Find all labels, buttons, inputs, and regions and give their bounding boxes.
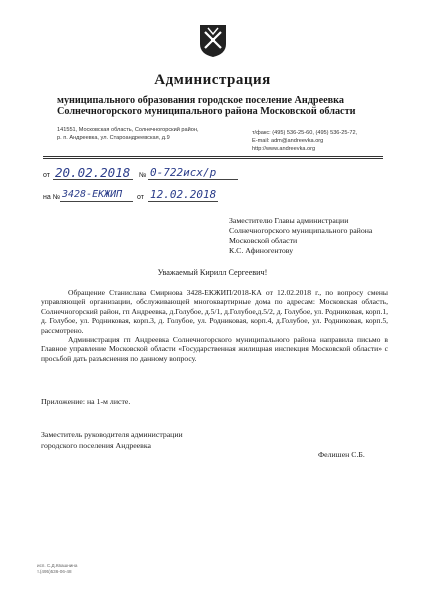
outgoing-number: 0-722исх/р [150, 166, 217, 179]
phone-fax: т/факс: (495) 536-25-60, (495) 536-25-72, [252, 130, 358, 136]
coat-of-arms-icon [199, 24, 227, 58]
attachment-note: Приложение: на 1-м листе. [41, 397, 131, 406]
body-paragraph-2: Администрация гп Андреевка Солнечногорского муниципального района направила письмо в Главное управление Московской области «Государственная жилищная инспекция Московской области» с просьбой дать разъяснения по данному вопросу. [41, 335, 388, 363]
outgoing-date: 20.02.2018 [55, 165, 131, 180]
organization-title: Администрация [154, 72, 271, 88]
reference-number-underline [60, 201, 133, 202]
addressee-line2: Солнечногорского муниципального района [229, 226, 373, 235]
outgoing-date-label: от [43, 172, 50, 179]
letterhead-divider [43, 156, 383, 157]
addressee-line3: Московской области [229, 236, 298, 245]
reference-date: 12.02.2018 [150, 188, 217, 201]
reference-number-label: на № [43, 194, 61, 201]
addressee-name: К.С. Афиногентову [229, 246, 294, 255]
executor-phone: т.(495)536-06-48 [37, 569, 72, 574]
reference-number: 3428-ЕКЖИП [62, 189, 123, 200]
organization-subtitle-line1: муниципального образования городское поселение Андреевка [57, 95, 344, 106]
signatory-position-line2: городского поселения Андреевка [41, 441, 151, 450]
body-paragraph-1: Обращение Станислава Смирнова 3428-ЕКЖИП/2018-КА от 12.02.2018 г., по вопросу смены управляющей организации, обслуживающей многоквартирные дома по адресам: Московская область, Солнечногорский район, гп Андреевка, д.Голубое, д.5/1, д.Голубое,д.5/2, д. Голубое, ул. Родниковая, корп.1, д. Голубое, ул. Родниковая, корп.3, д. Голубое, ул. Родниковая, корп.4, д.Голубое, ул. Родниковая, корп.5, рассмотрено. [41, 288, 388, 335]
outgoing-number-underline [148, 179, 238, 180]
website-link: http://www.andreevka.org [252, 146, 316, 152]
letterhead-divider-thin [43, 158, 383, 159]
signatory-name: Фелишен С.Б. [318, 450, 365, 459]
outgoing-date-underline [53, 179, 133, 180]
signatory-position-line1: Заместитель руководителя администрации [41, 430, 183, 439]
email-address: E-mail: adm@andreevka.org [252, 138, 324, 144]
reference-date-label: от [137, 194, 144, 201]
salutation: Уважаемый Кирилл Сергеевич! [157, 268, 268, 277]
addressee-line1: Заместителю Главы администрации [229, 216, 349, 225]
letter-body [41, 288, 388, 363]
executor-name: исп. С.Д.Квашнина [37, 563, 78, 568]
address-line2: р. п. Андреевка, ул. Староандреевская, д.9 [57, 135, 170, 141]
reference-date-underline [148, 201, 218, 202]
address-line1: 141551, Московская область, Солнечногорский район, [57, 127, 199, 133]
organization-subtitle-line2: Солнечногорского муниципального района Московской области [57, 106, 356, 117]
outgoing-number-label: № [139, 172, 147, 179]
